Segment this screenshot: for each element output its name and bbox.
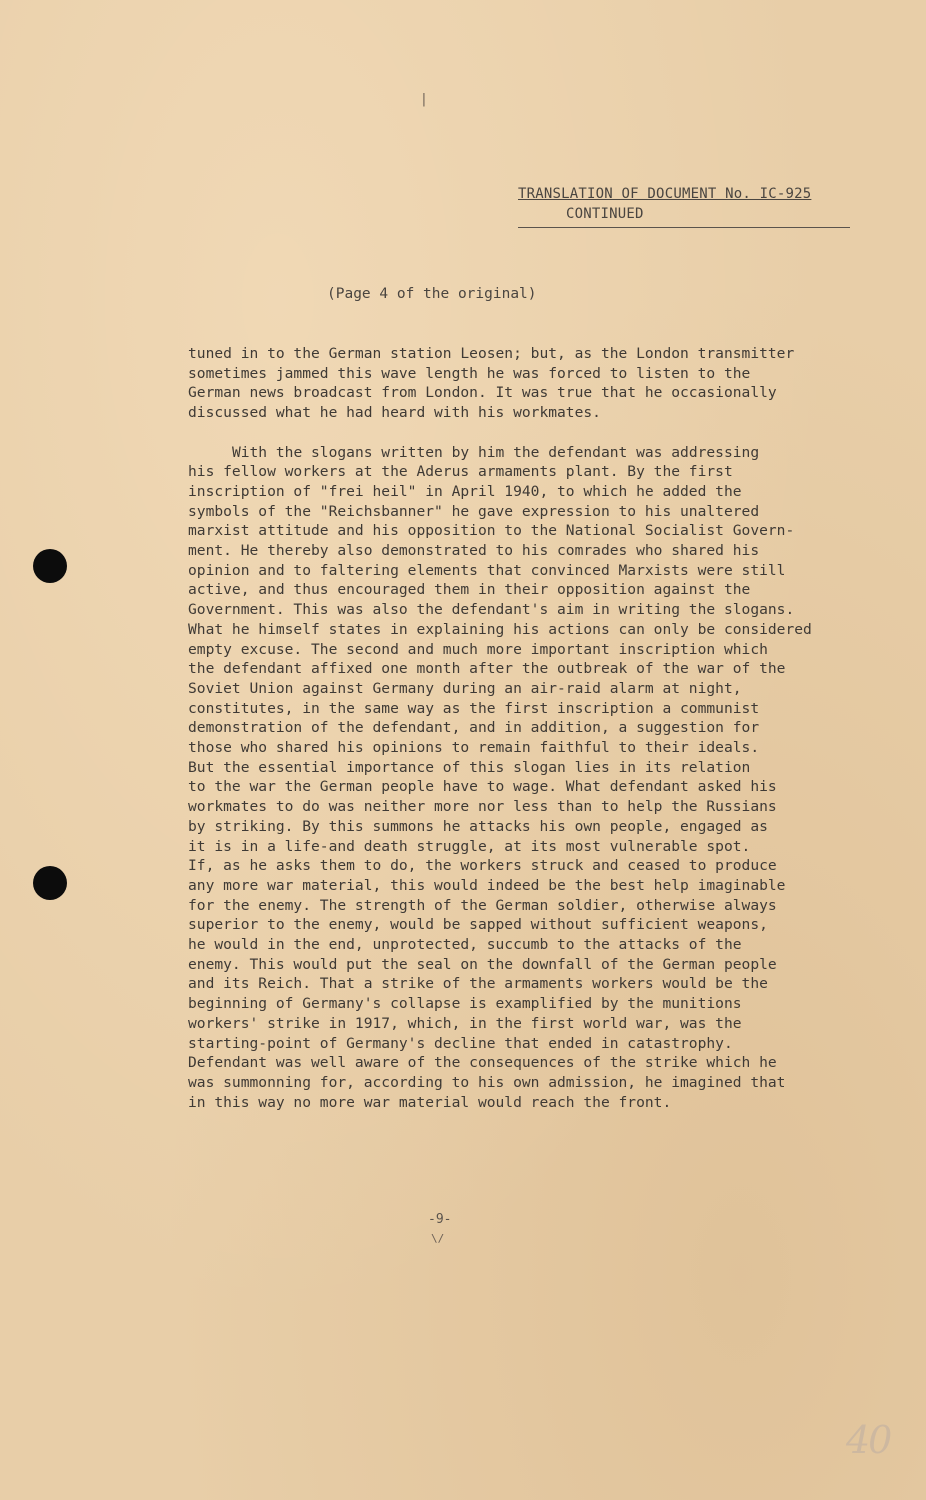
header-title: TRANSLATION OF DOCUMENT No. IC-925 — [518, 186, 812, 202]
page-reference: (Page 4 of the original) — [327, 286, 537, 302]
punch-hole-bottom — [33, 866, 67, 900]
document-header — [518, 186, 850, 222]
handwritten-page-number: 40 — [846, 1418, 891, 1462]
stray-mark-bottom: \/ — [431, 1232, 445, 1245]
page-number: -9- — [428, 1212, 452, 1227]
paragraph-2: With the slogans written by him the defendant was addressing his fellow workers at the Aderus armaments plant. By the first inscription of "frei heil" in April 1940, to which he added the symbols of the "Reichsbanner" he gave expression to his unaltered marxist attitude and his opposition to the National Socialist Govern- ment. He thereby also demonstrated to his comrades who shared his opinion and to faltering elements that convinced Marxists were still active, and thus encouraged them in their opposition against the Government. This was also the defendant's aim in writing the slogans. What he himself states in explaining his actions can only be considered empty excuse. The second and much more important inscription which the defendant affixed one month after the outbreak of the war of the Soviet Union against Germany during an air-raid alarm at night, constitutes, in the same way as the first inscription a communist demonstration of the defendant, and in addition, a suggestion for those who shared his opinions to remain faithful to their ideals. But the essential importance of this slogan lies in its relation to the war the German people have to wage. What defendant asked his workmates to do was neither more nor less than to help the Russians by striking. By this summons he attacks his own people, engaged as it is in a life-and death struggle, at its most vulnerable spot. If, as he asks them to do, the workers struck and ceased to produce any more war material, this would indeed be the best help imaginable for the enemy. The strength of the German soldier, otherwise always superior to the enemy, would be sapped without sufficient weapons, he would in the end, unprotected, succumb to the attacks of the enemy. This would put the seal on the downfall of the German people and its Reich. That a strike of the armaments workers would be the beginning of Germany's collapse is examplified by the munitions workers' strike in 1917, which, in the first world war, was the starting-point of Germany's decline that ended in catastrophy. Defendant was well aware of the consequences of the strike which he was summonning for, according to his own admission, he imagined that in this way no more war material would reach the front. — [188, 443, 812, 1111]
body-text — [188, 344, 868, 1112]
punch-hole-top — [33, 549, 67, 583]
header-continued: CONTINUED — [566, 206, 644, 222]
stray-mark-top: | — [420, 92, 428, 107]
header-rule — [518, 227, 850, 228]
paragraph-1: tuned in to the German station Leosen; but, as the London transmitter sometimes jammed this wave length he was forced to listen to the German news broadcast from London. It was true that he occasionally discussed what he had heard with his workmates. — [188, 345, 795, 422]
